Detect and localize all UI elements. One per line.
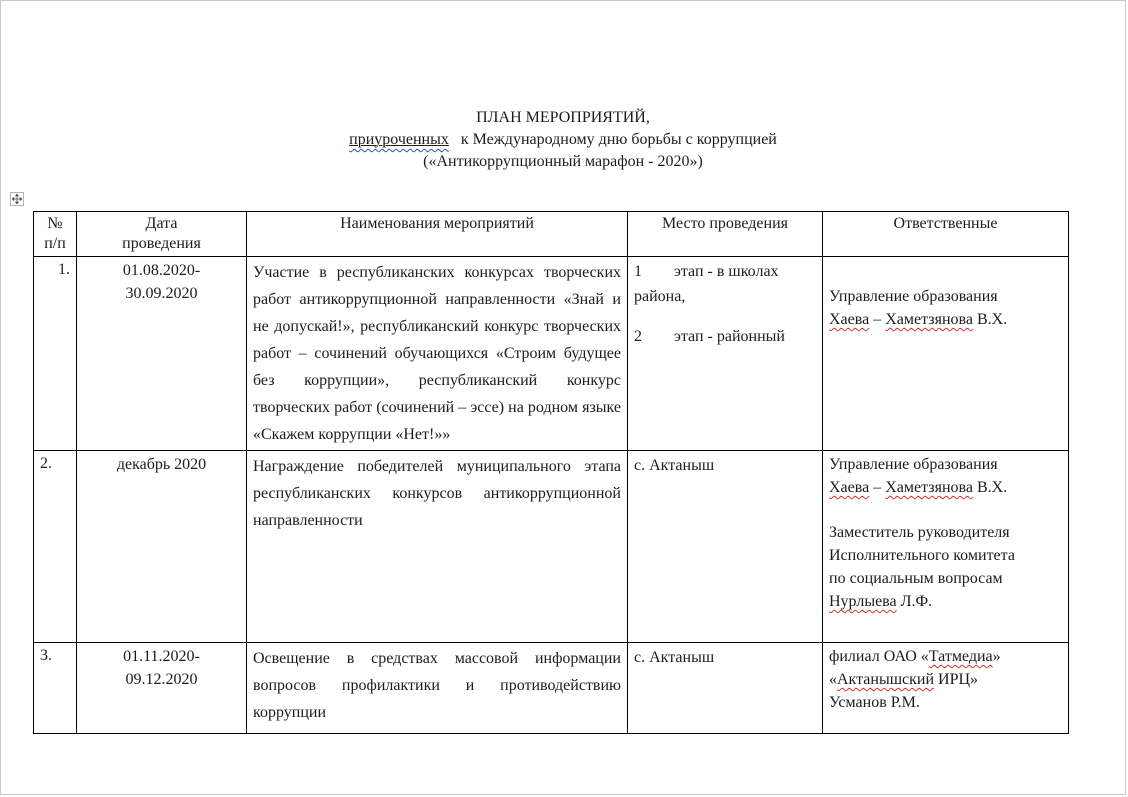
resp-org-name: Татмедиа xyxy=(928,648,993,665)
resp-org-name: Актанышский xyxy=(837,671,935,688)
resp-org-line xyxy=(829,668,1062,691)
row1-place-cell xyxy=(628,257,823,451)
resp-dash: – xyxy=(873,311,882,328)
resp-org: Управление образования xyxy=(829,456,998,473)
resp-surname: Хаметзянова xyxy=(885,479,973,496)
header-num xyxy=(34,212,77,257)
resp-role-line: по социальным вопросам xyxy=(829,570,1003,587)
place-text: с. Актаныш xyxy=(634,457,715,474)
resp-role-line: Заместитель руководителя xyxy=(829,524,1010,541)
row-number: 1. xyxy=(58,261,70,278)
title-line-3: («Антикоррупционный марафон - 2020») xyxy=(423,153,703,170)
title-line-1: ПЛАН МЕРОПРИЯТИЙ, xyxy=(476,109,650,126)
header-date-line1: Дата xyxy=(145,215,178,232)
resp-dash: – xyxy=(873,479,882,496)
resp-names xyxy=(829,476,1062,499)
date-line: декабрь 2020 xyxy=(116,456,207,473)
stage-number: 2 xyxy=(634,328,642,345)
table-row-3 xyxy=(34,643,1069,734)
header-resp: Ответственные xyxy=(823,212,1069,257)
resp-org-post: » xyxy=(992,648,1001,665)
row2-event-cell: Награждение победителей муниципального этапа республиканских конкурсов антикоррупционной направленности xyxy=(247,451,628,643)
resp-surname: Нурлыева xyxy=(829,593,897,610)
row1-event-cell: Участие в республиканских конкурсах творческих работ антикоррупционной направленности «Знай и не допускай!», республиканский конкурс творческих работ – сочинений обучающихся «Строим будущее без коррупции», республиканский конкурс творческих работ (сочинений – эссе) на родном языке «Скажем коррупции «Нет!»» xyxy=(247,257,628,451)
stage-number: 1 xyxy=(634,263,642,280)
header-place: Место проведения xyxy=(628,212,823,257)
resp-names: Усманов Р.М. xyxy=(829,694,920,711)
place-stage-2 xyxy=(634,324,816,349)
stage-text: этап - районный xyxy=(674,328,785,345)
resp-org-pre: филиал ОАО « xyxy=(829,648,929,665)
date-line: 09.12.2020 xyxy=(125,671,198,688)
row2-place-cell xyxy=(628,451,823,643)
resp-names xyxy=(829,308,1062,331)
resp-surname: Хаева xyxy=(829,479,870,496)
resp-org: Управление образования xyxy=(829,288,998,305)
row3-number-cell xyxy=(34,643,77,734)
header-name: Наименования мероприятий xyxy=(247,212,628,257)
resp-org-post: ИРЦ» xyxy=(934,671,979,688)
move-icon xyxy=(12,194,22,204)
row2-resp-cell xyxy=(823,451,1069,643)
place-stage-1 xyxy=(634,259,816,309)
resp-role-line: Исполнительного комитета xyxy=(829,547,1015,564)
header-num-line1: № xyxy=(47,215,63,232)
table-row-2 xyxy=(34,451,1069,643)
header-date xyxy=(77,212,247,257)
resp-org-pre: « xyxy=(829,671,837,688)
title-underlined-word: приуроченных xyxy=(349,131,449,148)
resp-initials: В.Х. xyxy=(976,311,1008,328)
row-number: 3. xyxy=(40,647,52,664)
resp-names xyxy=(829,590,1062,613)
row1-date-cell xyxy=(77,257,247,451)
date-line: 01.11.2020- xyxy=(123,648,200,665)
row2-date-cell xyxy=(77,451,247,643)
date-line: 01.08.2020- xyxy=(122,262,201,279)
row3-place-cell xyxy=(628,643,823,734)
row3-date-cell xyxy=(77,643,247,734)
stage-text: этап - в школах района, xyxy=(634,263,779,305)
plan-table xyxy=(33,211,1069,734)
title-line-2 xyxy=(1,129,1125,151)
resp-initials: Л.Ф. xyxy=(900,593,933,610)
header-date-line2: проведения xyxy=(122,235,201,252)
table-row-1 xyxy=(34,257,1069,451)
place-text: с. Актаныш xyxy=(634,649,715,666)
row3-event-cell: Освещение в средствах массовой информации вопросов профилактики и противодействию коррупции xyxy=(247,643,628,734)
resp-initials: В.Х. xyxy=(976,479,1008,496)
row2-number-cell xyxy=(34,451,77,643)
row-number: 2. xyxy=(40,455,52,472)
table-header-row xyxy=(34,212,1069,257)
date-line: 30.09.2020 xyxy=(125,285,198,302)
resp-surname: Хаева xyxy=(829,311,870,328)
document-title xyxy=(1,107,1125,173)
resp-surname: Хаметзянова xyxy=(885,311,973,328)
row1-number-cell xyxy=(34,257,77,451)
table-move-handle[interactable] xyxy=(10,192,24,206)
title-underline-wrap xyxy=(349,131,449,148)
resp-org-line xyxy=(829,645,1062,668)
title-line-2-rest: к Международному дню борьбы с коррупцией xyxy=(460,131,777,148)
resp-secondary-block xyxy=(829,521,1062,613)
row3-resp-cell xyxy=(823,643,1069,734)
header-num-line2: п/п xyxy=(44,235,66,252)
row1-resp-cell xyxy=(823,257,1069,451)
